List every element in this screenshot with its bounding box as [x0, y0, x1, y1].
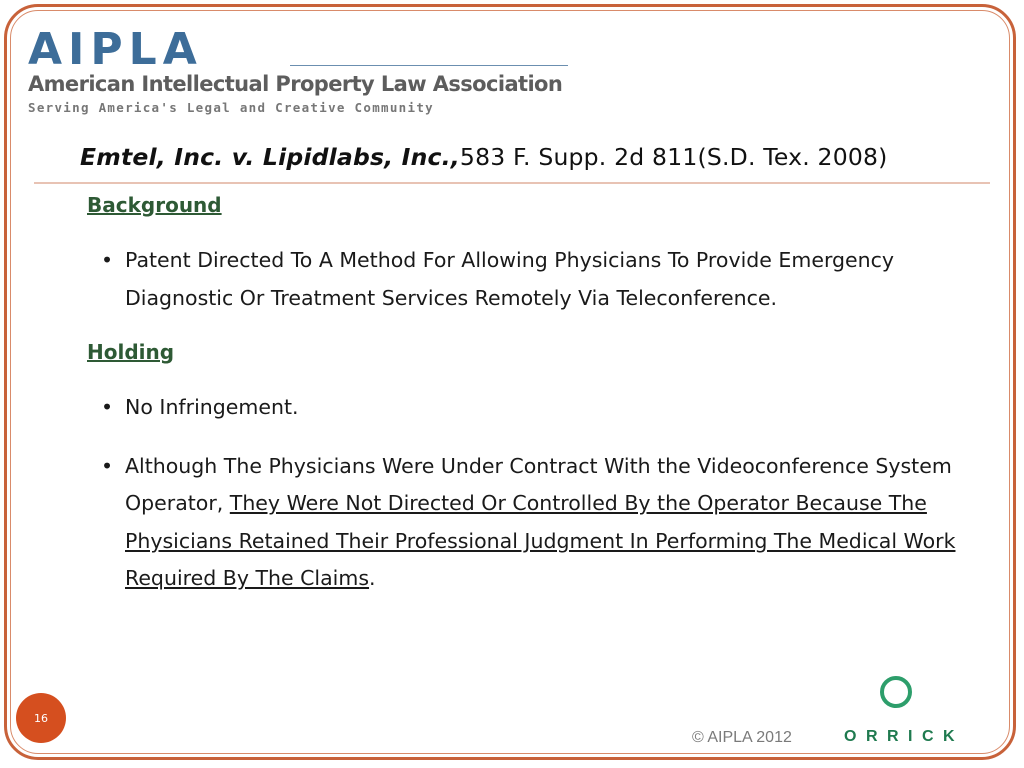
- logo-acronym: AIPLA: [28, 24, 203, 75]
- case-citation: 583 F. Supp. 2d 811(S.D. Tex. 2008): [459, 143, 888, 171]
- logo-tagline: Serving America's Legal and Creative Community: [28, 100, 434, 115]
- logo-name: American Intellectual Property Law Association: [28, 72, 563, 96]
- orrick-wordmark: ORRICK: [844, 728, 965, 745]
- slide-body: [87, 190, 967, 598]
- holding-list: [87, 389, 967, 598]
- list-item: [87, 389, 967, 427]
- holding-heading: Holding: [87, 340, 175, 364]
- holding-bullet-text: No Infringement.: [125, 395, 299, 419]
- aipla-logo: [28, 24, 563, 120]
- orrick-logo: [842, 672, 972, 752]
- list-item: [87, 242, 967, 317]
- holding-reason-text: Although The Physicians Were Under Contract With the Videoconference System Operator,: [125, 453, 952, 515]
- orrick-ring-icon: [880, 676, 912, 708]
- slide-title: [80, 143, 888, 171]
- background-heading: Background: [87, 193, 222, 217]
- list-item: [87, 448, 967, 598]
- background-list: [87, 242, 967, 317]
- bullet-icon: •: [101, 395, 114, 419]
- case-name: Emtel, Inc. v. Lipidlabs, Inc.,: [80, 143, 460, 171]
- holding-reason-end: .: [369, 566, 376, 590]
- bullet-icon: •: [101, 248, 114, 272]
- bullet-icon: •: [101, 453, 114, 478]
- background-bullet-text: Patent Directed To A Method For Allowing Physicians To Provide Emergency Diagnostic Or Treatment Services Remotely Via Teleconference.: [125, 248, 895, 310]
- holding-reason-emphasis: They Were Not Directed Or Controlled By the Operator Because The Physicians Retained Their Professional Judgment In Performing The Medical Work Required By The Claims: [125, 491, 956, 590]
- logo-divider: [290, 65, 568, 66]
- title-divider: [34, 182, 990, 184]
- copyright-notice: © AIPLA 2012: [692, 729, 792, 746]
- page-number-badge: 16: [16, 693, 66, 743]
